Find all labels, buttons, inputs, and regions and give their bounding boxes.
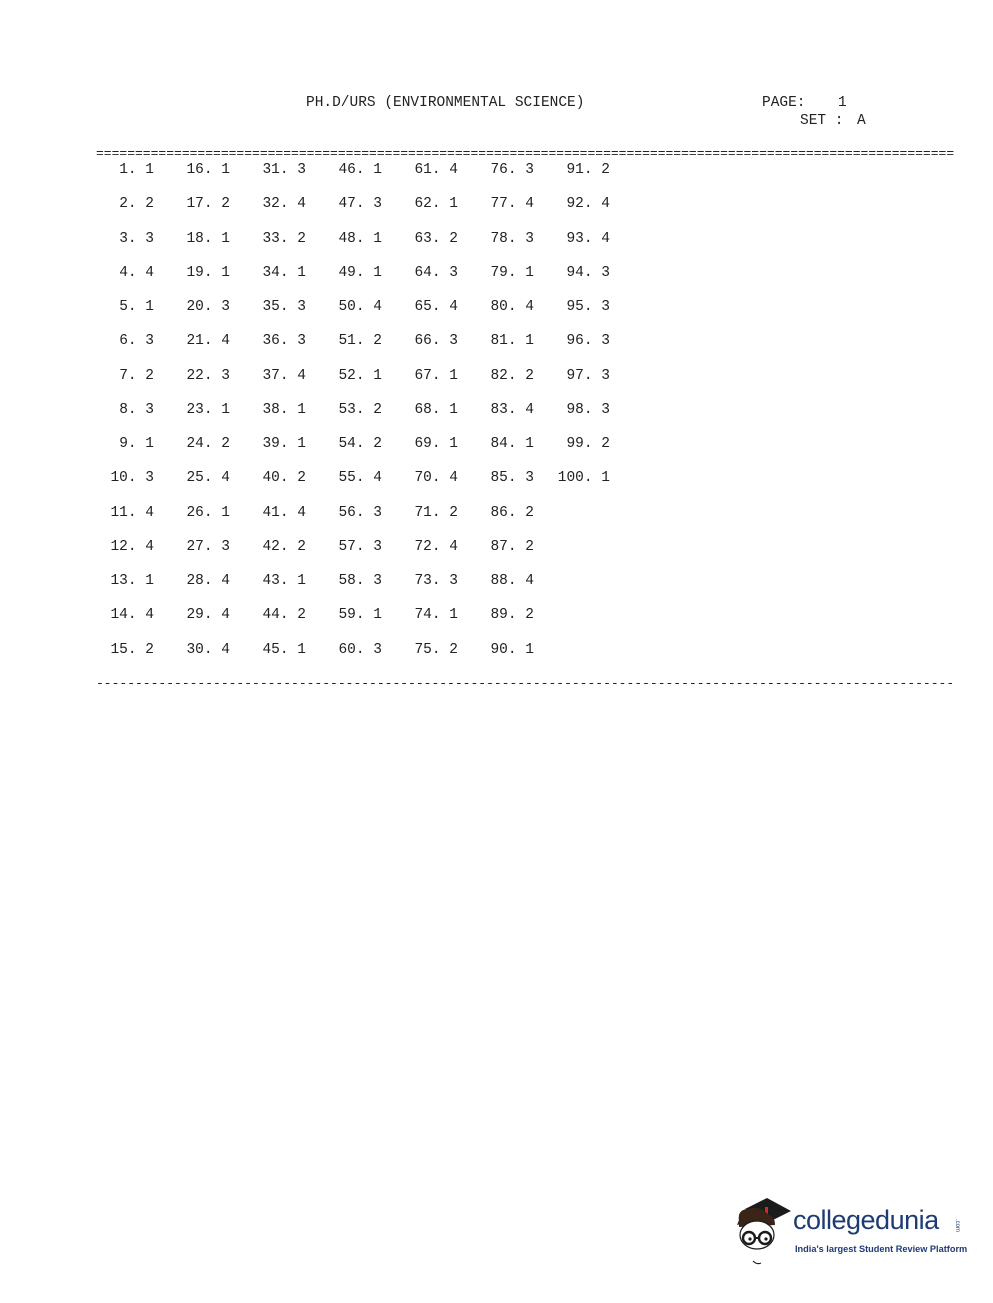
- answer-cell: 37. 4: [262, 367, 306, 384]
- answer-cell: 8. 3: [119, 401, 154, 418]
- answer-cell: 70. 4: [414, 470, 458, 487]
- answer-cell: 61. 4: [414, 162, 458, 178]
- collegedunia-logo: [735, 1195, 968, 1267]
- answer-cell: 62. 1: [414, 196, 458, 213]
- answer-cell: 77. 4: [490, 196, 534, 213]
- answer-cell: 20. 3: [186, 299, 230, 315]
- answer-cell: 96. 3: [566, 333, 610, 350]
- answer-cell: 54. 2: [338, 436, 382, 452]
- answer-cell: 32. 4: [262, 196, 306, 213]
- page-number: 1: [838, 95, 847, 111]
- answer-cell: 66. 3: [414, 333, 458, 350]
- answer-cell: 84. 1: [490, 436, 534, 452]
- answer-cell: 44. 2: [262, 607, 306, 624]
- answer-cell: 47. 3: [338, 196, 382, 213]
- answer-cell: 6. 3: [119, 333, 154, 350]
- answer-cell: 41. 4: [262, 504, 306, 521]
- answer-cell: 49. 1: [338, 264, 382, 281]
- answer-cell: 99. 2: [566, 436, 610, 452]
- answer-cell: 17. 2: [186, 196, 230, 213]
- answer-cell: 56. 3: [338, 504, 382, 521]
- answer-cell: 80. 4: [490, 299, 534, 315]
- answer-cell: 15. 2: [110, 641, 154, 658]
- answer-cell: 86. 2: [490, 504, 534, 521]
- answer-cell: 40. 2: [262, 470, 306, 487]
- logo-domain: .com: [954, 1219, 960, 1233]
- answer-cell: 22. 3: [186, 367, 230, 384]
- answer-cell: 42. 2: [262, 538, 306, 555]
- answer-cell: 50. 4: [338, 299, 382, 315]
- page-label: PAGE:: [762, 95, 806, 111]
- answer-cell: 53. 2: [338, 401, 382, 418]
- answer-cell: 33. 2: [262, 230, 306, 247]
- answer-cell: 43. 1: [262, 573, 306, 589]
- answer-cell: 5. 1: [119, 299, 154, 315]
- answer-cell: 36. 3: [262, 333, 306, 350]
- answer-cell: 25. 4: [186, 470, 230, 487]
- set-label: SET :: [800, 113, 844, 129]
- answer-cell: 30. 4: [186, 641, 230, 658]
- answer-cell: 28. 4: [186, 573, 230, 589]
- answer-cell: 26. 1: [186, 504, 230, 521]
- answer-cell: 55. 4: [338, 470, 382, 487]
- logo-tagline: India's largest Student Review Platform: [795, 1244, 968, 1254]
- answer-cell: 57. 3: [338, 538, 382, 555]
- answer-cell: 3. 3: [119, 230, 154, 247]
- answer-cell: 67. 1: [414, 367, 458, 384]
- answer-cell: 51. 2: [338, 333, 382, 350]
- document-title: PH.D/URS (ENVIRONMENTAL SCIENCE): [306, 95, 585, 111]
- top-rule: ==============================================================================================================: [96, 146, 955, 161]
- answer-cell: 2. 2: [119, 196, 154, 213]
- answer-cell: 29. 4: [186, 607, 230, 624]
- answer-cell: 78. 3: [490, 230, 534, 247]
- answer-cell: 39. 1: [262, 436, 306, 452]
- answer-cell: 74. 1: [414, 607, 458, 624]
- answer-cell: 75. 2: [414, 641, 458, 658]
- mascot-icon: [735, 1195, 795, 1267]
- answer-cell: 97. 3: [566, 367, 610, 384]
- answer-cell: 60. 3: [338, 641, 382, 658]
- answer-cell: 95. 3: [566, 299, 610, 315]
- answer-cell: 18. 1: [186, 230, 230, 247]
- answer-cell: 9. 1: [119, 436, 154, 452]
- answer-cell: 63. 2: [414, 230, 458, 247]
- answer-cell: 21. 4: [186, 333, 230, 350]
- answer-cell: 98. 3: [566, 401, 610, 418]
- answer-cell: 45. 1: [262, 641, 306, 658]
- answer-cell: 31. 3: [262, 162, 306, 178]
- answer-cell: 10. 3: [110, 470, 154, 487]
- answer-cell: 52. 1: [338, 367, 382, 384]
- answer-cell: 93. 4: [566, 230, 610, 247]
- answer-cell: 38. 1: [262, 401, 306, 418]
- answer-cell: 7. 2: [119, 367, 154, 384]
- answer-cell: 68. 1: [414, 401, 458, 418]
- answer-cell: 94. 3: [566, 264, 610, 281]
- answer-cell: 14. 4: [110, 607, 154, 624]
- answer-cell: 71. 2: [414, 504, 458, 521]
- answer-cell: 48. 1: [338, 230, 382, 247]
- answer-cell: 69. 1: [414, 436, 458, 452]
- answer-cell: 23. 1: [186, 401, 230, 418]
- bottom-rule: --------------------------------------------------------------------------------------------------------------: [96, 676, 955, 691]
- answer-cell: 100. 1: [557, 470, 610, 487]
- answer-cell: 92. 4: [566, 196, 610, 213]
- answer-cell: 24. 2: [186, 436, 230, 452]
- answer-cell: 81. 1: [490, 333, 534, 350]
- answer-cell: 90. 1: [490, 641, 534, 658]
- answer-cell: 76. 3: [490, 162, 534, 178]
- answer-cell: 16. 1: [186, 162, 230, 178]
- answer-cell: 65. 4: [414, 299, 458, 315]
- answer-cell: 11. 4: [110, 504, 154, 521]
- answer-cell: 83. 4: [490, 401, 534, 418]
- answer-cell: 12. 4: [110, 538, 154, 555]
- set-value: A: [857, 113, 866, 129]
- answer-cell: 35. 3: [262, 299, 306, 315]
- answer-cell: 88. 4: [490, 573, 534, 589]
- answer-cell: 34. 1: [262, 264, 306, 281]
- answer-cell: 91. 2: [566, 162, 610, 178]
- answer-cell: 82. 2: [490, 367, 534, 384]
- answer-cell: 58. 3: [338, 573, 382, 589]
- answer-cell: 27. 3: [186, 538, 230, 555]
- answer-cell: 87. 2: [490, 538, 534, 555]
- answer-cell: 64. 3: [414, 264, 458, 281]
- answer-cell: 59. 1: [338, 607, 382, 624]
- answer-cell: 4. 4: [119, 264, 154, 281]
- answer-cell: 19. 1: [186, 264, 230, 281]
- answer-cell: 85. 3: [490, 470, 534, 487]
- answer-cell: 46. 1: [338, 162, 382, 178]
- answer-cell: 79. 1: [490, 264, 534, 281]
- answer-cell: 73. 3: [414, 573, 458, 589]
- answer-cell: 72. 4: [414, 538, 458, 555]
- answer-cell: 89. 2: [490, 607, 534, 624]
- answer-cell: 13. 1: [110, 573, 154, 589]
- answer-cell: 1. 1: [119, 162, 154, 178]
- logo-wordmark: collegedunia: [793, 1205, 939, 1235]
